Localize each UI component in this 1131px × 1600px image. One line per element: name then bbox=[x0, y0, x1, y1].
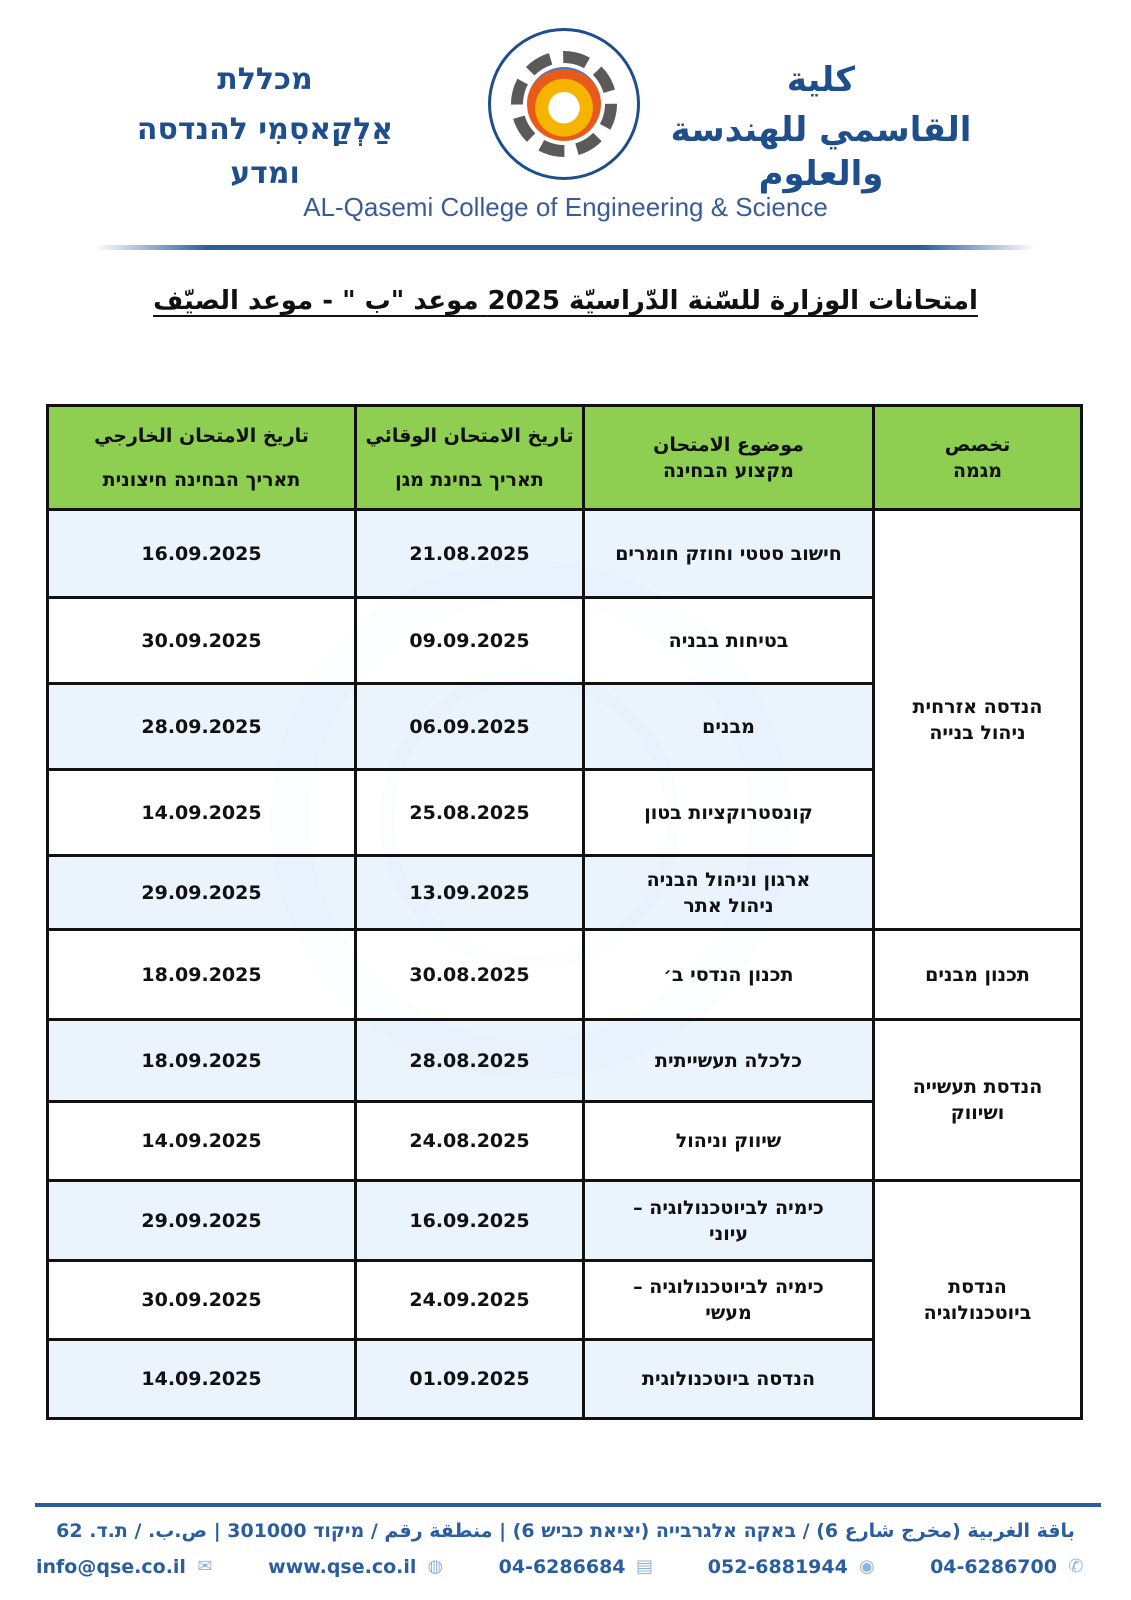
logo-sun-emblem bbox=[527, 67, 601, 141]
contact-fax bbox=[499, 1556, 656, 1578]
college-name-hebrew-line1: מכללת bbox=[217, 62, 313, 97]
subject-cell bbox=[584, 856, 874, 930]
subject-cell bbox=[584, 1181, 874, 1261]
table-row bbox=[48, 510, 1082, 598]
external-date-cell: 18.09.2025 bbox=[48, 930, 356, 1020]
external-date-cell: 16.09.2025 bbox=[48, 510, 356, 598]
header-subject bbox=[584, 406, 874, 510]
subject-text: כימיה לביוטכנולוגיה – bbox=[633, 1276, 824, 1298]
table-row bbox=[48, 930, 1082, 1020]
specialty-text: ניהול בנייה bbox=[929, 721, 1026, 744]
protective-date-cell: 25.08.2025 bbox=[356, 770, 584, 856]
specialty-cell bbox=[874, 510, 1082, 930]
mobile-text[interactable]: 052-6881944 bbox=[707, 1556, 848, 1578]
subject-text: תכנון הנדסי ב׳ bbox=[663, 963, 794, 986]
specialty-cell bbox=[874, 930, 1082, 1020]
external-date-cell: 28.09.2025 bbox=[48, 684, 356, 770]
fax-text: 04-6286684 bbox=[498, 1556, 626, 1578]
external-date-cell: 14.09.2025 bbox=[48, 770, 356, 856]
envelope-icon: ✉ bbox=[197, 1556, 213, 1577]
header-external-date bbox=[48, 406, 356, 510]
subject-text: בטיחות בבניה bbox=[668, 629, 789, 652]
protective-date-cell: 13.09.2025 bbox=[356, 856, 584, 930]
subject-text: חישוב סטטי וחוזק חומרים bbox=[615, 542, 842, 565]
external-date-cell: 29.09.2025 bbox=[48, 856, 356, 930]
subject-text: עיוני bbox=[709, 1222, 748, 1245]
phone-text[interactable]: 04-6286700 bbox=[930, 1556, 1057, 1578]
subject-text: קונסטרוקציות בטון bbox=[644, 801, 813, 824]
specialty-text: ושיווק bbox=[950, 1102, 1005, 1124]
footer-divider bbox=[35, 1503, 1101, 1507]
email-text[interactable]: info@qse.co.il bbox=[36, 1556, 186, 1578]
subject-text: שיווק וניהול bbox=[675, 1130, 782, 1152]
external-date-cell: 18.09.2025 bbox=[48, 1020, 356, 1102]
protective-date-cell: 24.09.2025 bbox=[356, 1261, 584, 1340]
protective-date-cell: 28.08.2025 bbox=[356, 1020, 584, 1102]
table-row bbox=[48, 1020, 1082, 1102]
specialty-text: הנדסת bbox=[948, 1275, 1007, 1298]
specialty-text: הנדסת תעשייה bbox=[912, 1076, 1043, 1098]
college-name-arabic bbox=[641, 60, 1001, 196]
header-specialty-he: מגמה bbox=[952, 459, 1003, 482]
college-logo bbox=[488, 28, 640, 180]
external-date-cell: 14.09.2025 bbox=[48, 1102, 356, 1181]
fax-icon: ▤ bbox=[636, 1556, 654, 1577]
external-date-cell: 29.09.2025 bbox=[48, 1181, 356, 1261]
contact-website[interactable] bbox=[268, 1556, 446, 1578]
header-external-he: תאריך הבחינה חיצונית bbox=[102, 468, 301, 491]
table-header-row bbox=[48, 406, 1082, 510]
contact-mobile[interactable] bbox=[708, 1556, 878, 1578]
external-date-cell: 30.09.2025 bbox=[48, 1261, 356, 1340]
subject-cell bbox=[584, 598, 874, 684]
protective-date-cell: 01.09.2025 bbox=[356, 1340, 584, 1419]
subject-cell bbox=[584, 1102, 874, 1181]
college-name-hebrew bbox=[100, 60, 430, 196]
phone-icon: ✆ bbox=[1068, 1556, 1084, 1577]
header-specialty-ar: تخصص bbox=[944, 433, 1011, 456]
subject-cell bbox=[584, 930, 874, 1020]
external-date-cell: 30.09.2025 bbox=[48, 598, 356, 684]
table-row bbox=[48, 1181, 1082, 1261]
exam-schedule-table bbox=[46, 404, 1083, 1420]
subject-cell bbox=[584, 1020, 874, 1102]
protective-date-cell: 30.08.2025 bbox=[356, 930, 584, 1020]
header-protective-he: תאריך בחינת מגן bbox=[395, 468, 544, 491]
subject-cell bbox=[584, 510, 874, 598]
header-specialty bbox=[874, 406, 1082, 510]
contact-email[interactable] bbox=[36, 1556, 216, 1578]
college-name-english: AL-Qasemi College of Engineering & Science bbox=[303, 192, 828, 222]
header-protective-date bbox=[356, 406, 584, 510]
globe-icon: ◍ bbox=[427, 1556, 444, 1577]
subject-text: הנדסה ביוטכנולוגית bbox=[642, 1368, 815, 1390]
specialty-text: תכנון מבנים bbox=[925, 963, 1030, 986]
protective-date-cell: 09.09.2025 bbox=[356, 598, 584, 684]
specialty-cell bbox=[874, 1020, 1082, 1181]
footer-address: باقة الغربية (مخرج شارع 6) / באקה אלגרבייה (יציאת כביש 6) | منطقة رقم / מיקוד 301000 | ص.ب. / ת.ד. 62 bbox=[56, 1520, 1075, 1542]
subject-cell bbox=[584, 684, 874, 770]
external-date-cell: 14.09.2025 bbox=[48, 1340, 356, 1419]
protective-date-cell: 24.08.2025 bbox=[356, 1102, 584, 1181]
college-name-hebrew-line2: אַלְקַאסִמִי להנדסה ומדע bbox=[136, 112, 394, 191]
college-name-arabic-line1: كلية bbox=[786, 60, 856, 100]
protective-date-cell: 21.08.2025 bbox=[356, 510, 584, 598]
subject-text: מעשי bbox=[705, 1302, 752, 1324]
header-external-ar: تاريخ الامتحان الخارجي bbox=[94, 424, 309, 447]
subject-text: כלכלה תעשייתית bbox=[655, 1049, 802, 1072]
website-text[interactable]: www.qse.co.il bbox=[268, 1556, 417, 1578]
header-subject-he: מקצוע הבחינה bbox=[663, 459, 794, 482]
document-title bbox=[0, 286, 1131, 316]
specialty-text: ביוטכנולוגיה bbox=[923, 1301, 1032, 1324]
subject-text: כימיה לביוטכנולוגיה – bbox=[633, 1196, 824, 1219]
college-name-arabic-line2: القاسمي للهندسة والعلوم bbox=[670, 110, 972, 194]
whatsapp-icon: ◉ bbox=[858, 1556, 875, 1577]
protective-date-cell: 06.09.2025 bbox=[356, 684, 584, 770]
subject-cell bbox=[584, 770, 874, 856]
subject-text: ניהול אתר bbox=[683, 894, 774, 917]
specialty-text: הנדסה אזרחית bbox=[912, 695, 1043, 718]
specialty-cell bbox=[874, 1181, 1082, 1419]
header-protective-ar: تاريخ الامتحان الوقائي bbox=[365, 424, 574, 447]
header-subject-ar: موضوع الامتحان bbox=[653, 433, 804, 456]
subject-text: ארגון וניהול הבניה bbox=[646, 868, 811, 891]
protective-date-cell: 16.09.2025 bbox=[356, 1181, 584, 1261]
subject-cell bbox=[584, 1340, 874, 1419]
document-title-text: امتحانات الوزارة للسّنة الدّراسيّة 2025 موعد "ب " - موعد الصيّف bbox=[153, 286, 978, 316]
subject-text: מבנים bbox=[702, 715, 755, 738]
footer-contacts bbox=[36, 1552, 1087, 1582]
header-divider bbox=[95, 245, 1035, 250]
subject-cell bbox=[584, 1261, 874, 1340]
contact-phone[interactable] bbox=[930, 1556, 1087, 1578]
